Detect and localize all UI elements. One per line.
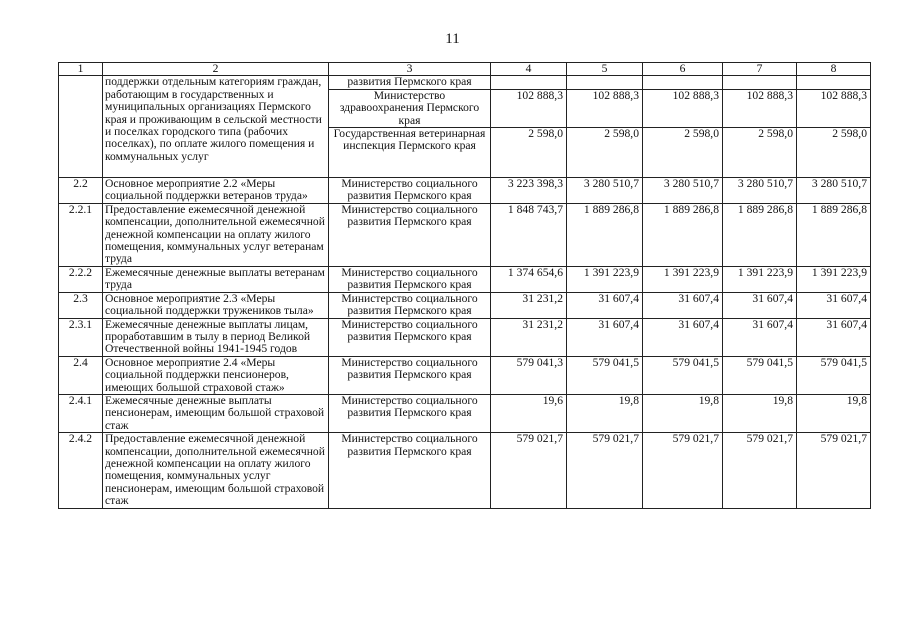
row-number: 2.2.2 (59, 266, 103, 292)
header-cell: 1 (59, 63, 103, 76)
value-cell: 19,8 (643, 394, 723, 432)
value-cell: 2 598,0 (491, 128, 567, 178)
measure-name: Ежемесячные денежные выплаты пенсионерам, имеющим большой страховой стаж (103, 394, 329, 432)
value-cell (643, 76, 723, 89)
table-row (59, 356, 871, 394)
value-cell: 579 021,7 (567, 433, 643, 508)
value-cell: 1 889 286,8 (567, 203, 643, 266)
table-row (59, 318, 871, 356)
measure-name: Основное мероприятие 2.2 «Меры социальной поддержки ветеранов труда» (103, 178, 329, 204)
header-cell: 6 (643, 63, 723, 76)
table-row (59, 433, 871, 508)
measure-name: Основное мероприятие 2.4 «Меры социальной поддержки пенсионеров, имеющих большой страховой стаж» (103, 356, 329, 394)
value-cell: 579 041,5 (723, 356, 797, 394)
table-row (59, 178, 871, 204)
value-cell: 579 021,7 (797, 433, 871, 508)
value-cell: 2 598,0 (643, 128, 723, 178)
executor: Министерство социального развития Пермского края (329, 266, 491, 292)
row-number: 2.2.1 (59, 203, 103, 266)
value-cell: 31 231,2 (491, 292, 567, 318)
header-cell: 4 (491, 63, 567, 76)
value-cell: 19,8 (797, 394, 871, 432)
value-cell (567, 76, 643, 89)
row-number: 2.3.1 (59, 318, 103, 356)
value-cell: 1 889 286,8 (797, 203, 871, 266)
measure-name: Ежемесячные денежные выплаты лицам, проработавшим в тылу в период Великой Отечественной войны 1941-1945 годов (103, 318, 329, 356)
measure-name: Ежемесячные денежные выплаты ветеранам труда (103, 266, 329, 292)
value-cell: 579 041,5 (643, 356, 723, 394)
value-cell: 3 223 398,3 (491, 178, 567, 204)
executor: Министерство здравоохранения Пермского края (329, 89, 491, 127)
value-cell: 102 888,3 (491, 89, 567, 127)
executor: Министерство социального развития Пермского края (329, 318, 491, 356)
value-cell: 102 888,3 (643, 89, 723, 127)
table-row (59, 394, 871, 432)
value-cell: 31 607,4 (567, 318, 643, 356)
table-row (59, 292, 871, 318)
value-cell: 579 041,5 (797, 356, 871, 394)
row-number: 2.3 (59, 292, 103, 318)
value-cell (723, 76, 797, 89)
row-number (59, 76, 103, 178)
measure-name: поддержки отдельным категориям граждан, работающим в государственных и муниципальных организациях Пермского края и проживающим в сельской местности и поселках городского типа (рабочих поселках), по оплате жилого помещения и коммунальных услуг (103, 76, 329, 178)
executor: развития Пермского края (329, 76, 491, 89)
value-cell: 1 374 654,6 (491, 266, 567, 292)
table-row (59, 266, 871, 292)
value-cell: 19,8 (723, 394, 797, 432)
executor: Министерство социального развития Пермского края (329, 394, 491, 432)
program-table (58, 62, 871, 509)
row-number: 2.4.2 (59, 433, 103, 508)
value-cell: 1 848 743,7 (491, 203, 567, 266)
executor: Министерство социального развития Пермского края (329, 178, 491, 204)
value-cell: 31 231,2 (491, 318, 567, 356)
value-cell: 3 280 510,7 (723, 178, 797, 204)
value-cell (797, 76, 871, 89)
value-cell: 31 607,4 (643, 292, 723, 318)
header-cell: 5 (567, 63, 643, 76)
value-cell: 579 021,7 (643, 433, 723, 508)
value-cell: 1 391 223,9 (723, 266, 797, 292)
value-cell: 3 280 510,7 (567, 178, 643, 204)
value-cell: 1 391 223,9 (567, 266, 643, 292)
header-cell: 3 (329, 63, 491, 76)
table-row (59, 203, 871, 266)
value-cell: 31 607,4 (567, 292, 643, 318)
row-number: 2.4 (59, 356, 103, 394)
value-cell: 579 021,7 (723, 433, 797, 508)
row-number: 2.4.1 (59, 394, 103, 432)
executor: Государственная ветеринарная инспекция Пермского края (329, 128, 491, 178)
value-cell: 579 041,3 (491, 356, 567, 394)
measure-name: Предоставление ежемесячной денежной компенсации, дополнительной ежемесячной денежной компенсации на оплату жилого помещения, коммунальных услуг ветеранам труда (103, 203, 329, 266)
value-cell: 19,6 (491, 394, 567, 432)
measure-name: Предоставление ежемесячной денежной компенсации, дополнительной ежемесячной денежной компенсации на оплату жилого помещения, коммунальных услуг пенсионерам, имеющим большой страховой стаж (103, 433, 329, 508)
value-cell: 579 021,7 (491, 433, 567, 508)
value-cell: 31 607,4 (797, 318, 871, 356)
value-cell: 31 607,4 (723, 292, 797, 318)
value-cell: 1 889 286,8 (723, 203, 797, 266)
page-number: 11 (445, 31, 460, 47)
executor: Министерство социального развития Пермского края (329, 292, 491, 318)
value-cell (491, 76, 567, 89)
executor: Министерство социального развития Пермского края (329, 356, 491, 394)
value-cell: 2 598,0 (567, 128, 643, 178)
header-cell: 7 (723, 63, 797, 76)
header-row (59, 63, 871, 76)
value-cell: 31 607,4 (643, 318, 723, 356)
value-cell: 1 391 223,9 (797, 266, 871, 292)
value-cell: 3 280 510,7 (643, 178, 723, 204)
measure-name: Основное мероприятие 2.3 «Меры социальной поддержки тружеников тыла» (103, 292, 329, 318)
value-cell: 31 607,4 (723, 318, 797, 356)
value-cell: 2 598,0 (723, 128, 797, 178)
value-cell: 579 041,5 (567, 356, 643, 394)
header-cell: 2 (103, 63, 329, 76)
row-number: 2.2 (59, 178, 103, 204)
value-cell: 102 888,3 (797, 89, 871, 127)
table-row (59, 76, 871, 89)
value-cell: 102 888,3 (723, 89, 797, 127)
value-cell: 31 607,4 (797, 292, 871, 318)
value-cell: 102 888,3 (567, 89, 643, 127)
value-cell: 19,8 (567, 394, 643, 432)
value-cell: 2 598,0 (797, 128, 871, 178)
value-cell: 3 280 510,7 (797, 178, 871, 204)
header-cell: 8 (797, 63, 871, 76)
executor: Министерство социального развития Пермского края (329, 433, 491, 508)
value-cell: 1 889 286,8 (643, 203, 723, 266)
executor: Министерство социального развития Пермского края (329, 203, 491, 266)
value-cell: 1 391 223,9 (643, 266, 723, 292)
